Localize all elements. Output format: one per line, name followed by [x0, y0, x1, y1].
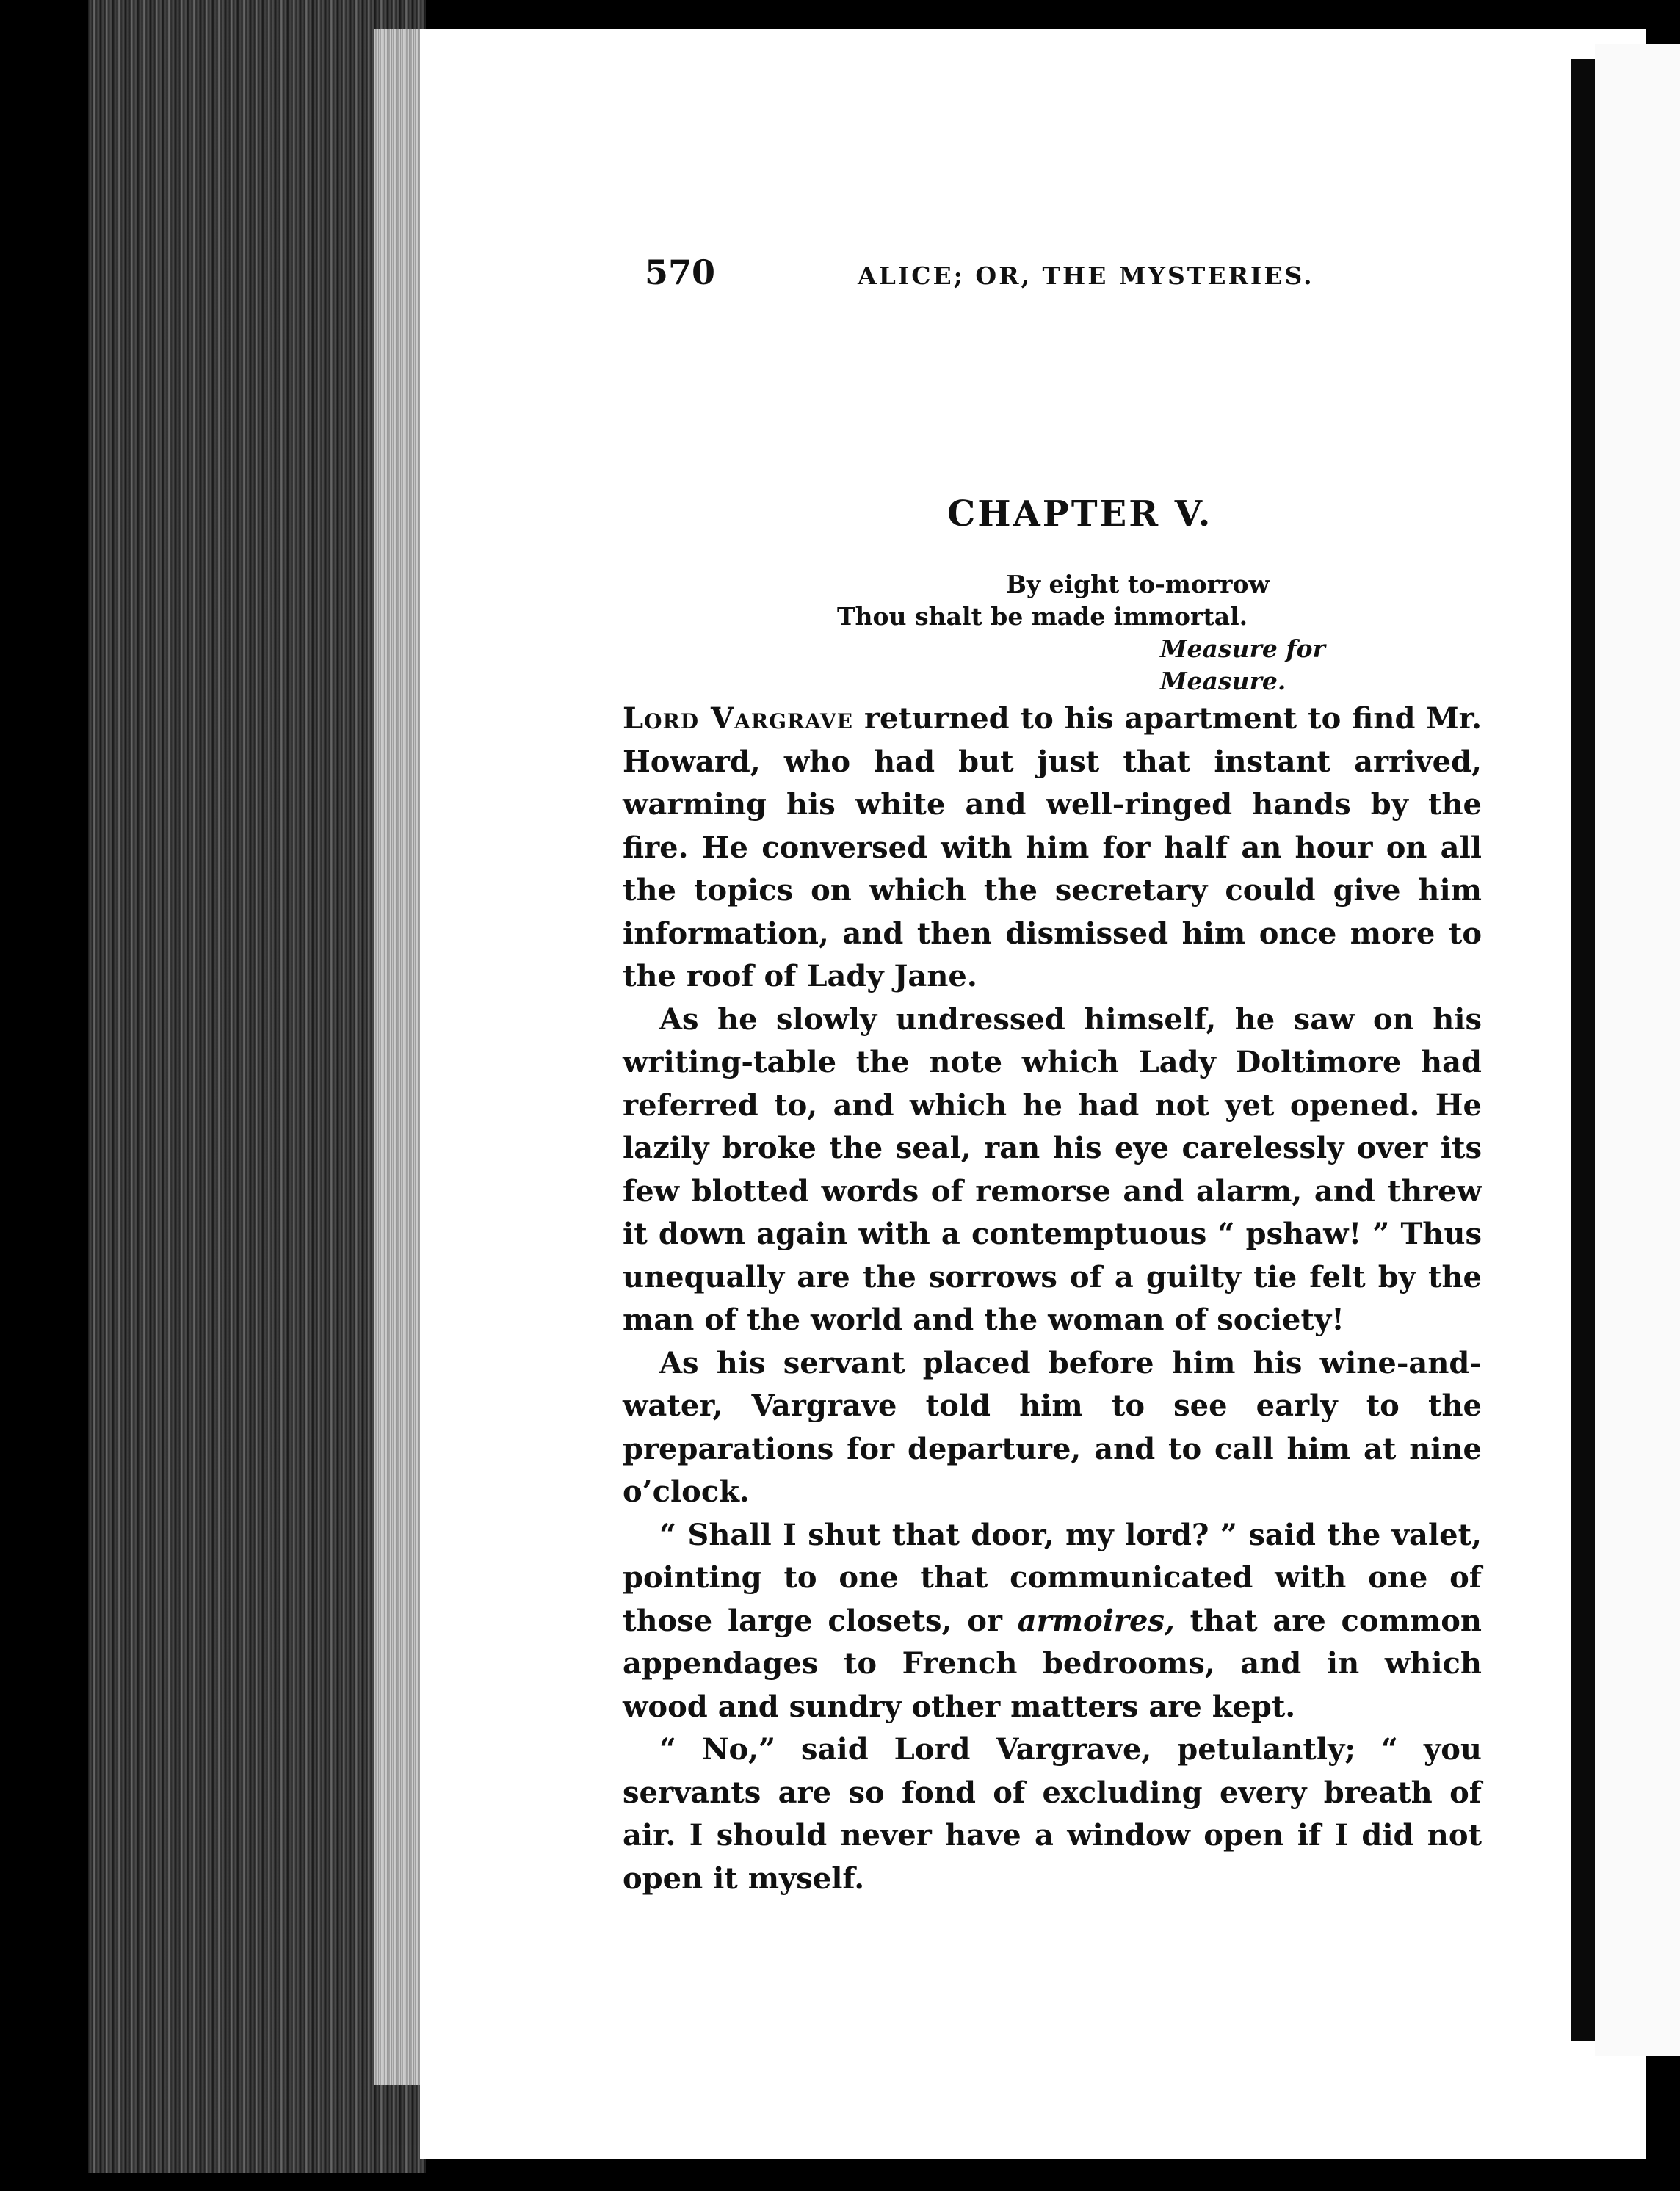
paragraph-5: “ No,” said Lord Vargrave, petulantly; “ you servants are so fond of excluding every breath of air. I should never have a window open if I did not open it myself. — [623, 1732, 1482, 1896]
paragraph-4 — [623, 1514, 1482, 1729]
epigraph-source: Measure for Measure. — [1160, 634, 1325, 695]
body-text — [623, 698, 1482, 1900]
paragraph-4-text-a: “ Shall I shut that door, my lord? ” said the valet, pointing to one that communicated with one of those large closets, or — [623, 1517, 1482, 1638]
paragraph-4-italic: armoires, — [1017, 1603, 1175, 1638]
paragraph-1-lead: Lord Vargrave — [623, 701, 854, 736]
facing-page-gutter — [1571, 59, 1595, 2041]
epigraph — [808, 568, 1432, 698]
chapter-title: CHAPTER V. — [947, 493, 1213, 535]
book-page-edges — [88, 0, 426, 2173]
running-head — [645, 253, 1335, 297]
paragraph-3: As his servant placed before him his wine-and-water, Vargrave told him to see early to the preparations for departure, and to call him at nine o’clock. — [623, 1345, 1482, 1509]
facing-page-sliver — [1595, 44, 1680, 2056]
paragraph-4-text-b: that are common appendages to French bedrooms, and in which wood and sundry other matters are kept. — [623, 1603, 1482, 1724]
epigraph-line-2: Thou shalt be made immortal. — [837, 602, 1248, 631]
paragraph-1-text: returned to his apartment to find Mr. Howard, who had but just that instant arrived, warming his white and well-ringed hands by the fire. He conversed with him for half an hour on all the topics on which the secretary could give him information, and then dismissed him once more to the roof of Lady Jane. — [623, 701, 1482, 993]
paragraph-2: As he slowly undressed himself, he saw on his writing-table the note which Lady Doltimore had referred to, and which he had not yet opened. He lazily broke the seal, ran his eye carelessly over its few blotted words of remorse and alarm, and threw it down again with a contemptuous “ pshaw! ” Thus unequally are the sorrows of a guilty tie felt by the man of the world and the woman of society! — [623, 1002, 1482, 1337]
paragraph-1 — [623, 698, 1482, 999]
running-title: ALICE; OR, THE MYSTERIES. — [858, 261, 1314, 290]
page-number: 570 — [645, 253, 716, 292]
epigraph-line-1: By eight to-morrow — [1006, 570, 1270, 598]
